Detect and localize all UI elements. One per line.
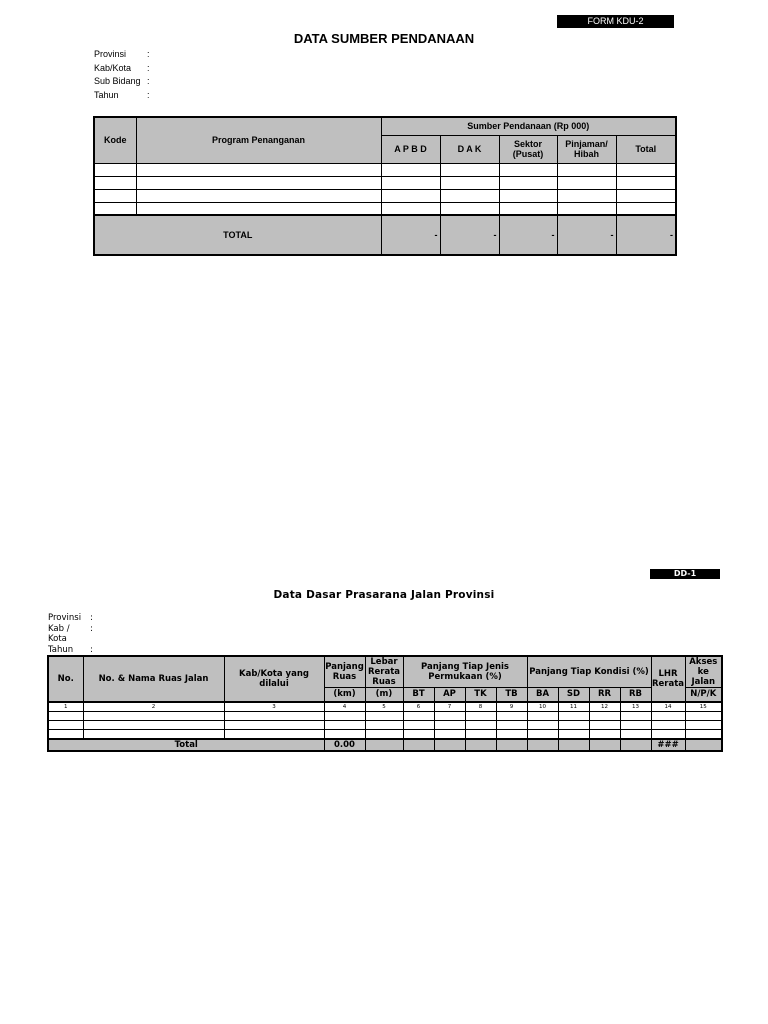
header-pinjaman: Pinjaman/ Hibah <box>557 135 616 163</box>
table-row <box>94 163 676 176</box>
header-rr: RR <box>589 688 620 702</box>
col-number: 14 <box>651 702 685 712</box>
header-ba: BA <box>527 688 558 702</box>
header-akses-unit: N/P/K <box>685 688 722 702</box>
header-lhr: LHR Rerata <box>651 656 685 702</box>
total-dak: - <box>440 215 499 255</box>
meta-kabkota <box>48 624 93 645</box>
table-row <box>48 712 722 721</box>
meta-colon: : <box>147 49 150 59</box>
col-number: 15 <box>685 702 722 712</box>
header-lebar-unit: (m) <box>365 688 403 702</box>
header-lebar: Lebar Rerata Ruas <box>365 656 403 688</box>
col-number: 9 <box>496 702 527 712</box>
total-row <box>94 215 676 255</box>
meta-colon: : <box>90 623 93 634</box>
meta-tahun <box>94 89 150 103</box>
header-rb: RB <box>620 688 651 702</box>
header-tk: TK <box>465 688 496 702</box>
road-table <box>47 655 723 752</box>
col-number: 13 <box>620 702 651 712</box>
col-number: 10 <box>527 702 558 712</box>
meta-label: Kab/Kota <box>94 62 132 73</box>
header-panjang: Panjang Ruas <box>324 656 365 688</box>
form1-meta <box>94 48 150 102</box>
meta-label: Provinsi <box>48 613 82 623</box>
meta-label: Provinsi <box>94 49 127 59</box>
col-number: 11 <box>558 702 589 712</box>
header-sumber: Sumber Pendanaan (Rp 000) <box>381 117 676 135</box>
meta-label: Kab / Kota <box>48 623 70 644</box>
meta-colon: : <box>90 613 93 623</box>
form2-meta <box>48 613 93 655</box>
total-lhr: ### <box>651 739 685 751</box>
total-label: TOTAL <box>94 215 381 255</box>
header-sektor: Sektor (Pusat) <box>499 135 557 163</box>
meta-label: Sub Bidang <box>94 76 141 86</box>
header-tb: TB <box>496 688 527 702</box>
col-number: 3 <box>224 702 324 712</box>
funding-table <box>93 116 677 256</box>
total-apbd: - <box>381 215 440 255</box>
header-no: No. <box>48 656 83 702</box>
header-akses: Akses ke Jalan <box>685 656 722 688</box>
header-ap: AP <box>434 688 465 702</box>
header-permukaan: Panjang Tiap Jenis Permukaan (%) <box>403 656 527 688</box>
header-sd: SD <box>558 688 589 702</box>
meta-kabkota <box>94 62 150 76</box>
meta-provinsi <box>48 613 93 624</box>
col-number: 2 <box>83 702 224 712</box>
meta-colon: : <box>147 76 150 86</box>
col-number: 1 <box>48 702 83 712</box>
header-panjang-unit: (km) <box>324 688 365 702</box>
header-total: Total <box>616 135 676 163</box>
col-number: 7 <box>434 702 465 712</box>
form-badge: FORM KDU-2 <box>557 15 674 28</box>
header-bt: BT <box>403 688 434 702</box>
form2-title: Data Dasar Prasarana Jalan Provinsi <box>273 589 495 601</box>
meta-colon: : <box>90 644 93 655</box>
col-number: 4 <box>324 702 365 712</box>
table-row <box>94 189 676 202</box>
meta-label: Tahun <box>48 644 74 655</box>
col-number: 8 <box>465 702 496 712</box>
meta-subbidang <box>94 75 150 89</box>
table-row <box>48 721 722 730</box>
header-apbd: A P B D <box>381 135 440 163</box>
column-number-row <box>48 702 722 712</box>
table-row <box>48 730 722 739</box>
table-row <box>94 176 676 189</box>
meta-tahun <box>48 645 93 656</box>
col-number: 12 <box>589 702 620 712</box>
header-kode: Kode <box>94 117 136 163</box>
table-row <box>94 202 676 215</box>
total-row <box>48 739 722 751</box>
total-sektor: - <box>499 215 557 255</box>
col-number: 5 <box>365 702 403 712</box>
total-panjang: 0.00 <box>324 739 365 751</box>
header-program: Program Penanganan <box>136 117 381 163</box>
meta-colon: : <box>147 89 150 100</box>
col-number: 6 <box>403 702 434 712</box>
header-nama: No. & Nama Ruas Jalan <box>83 656 224 702</box>
total-total: - <box>616 215 676 255</box>
form2-badge: DD-1 <box>650 569 720 579</box>
header-kondisi: Panjang Tiap Kondisi (%) <box>527 656 651 688</box>
meta-provinsi <box>94 48 150 62</box>
total-label: Total <box>48 739 324 751</box>
total-pinjaman: - <box>557 215 616 255</box>
header-dak: D A K <box>440 135 499 163</box>
header-kabkota: Kab/Kota yang dilalui <box>224 656 324 702</box>
page-title: DATA SUMBER PENDANAAN <box>293 31 475 46</box>
meta-colon: : <box>147 62 150 73</box>
meta-label: Tahun <box>94 89 119 100</box>
